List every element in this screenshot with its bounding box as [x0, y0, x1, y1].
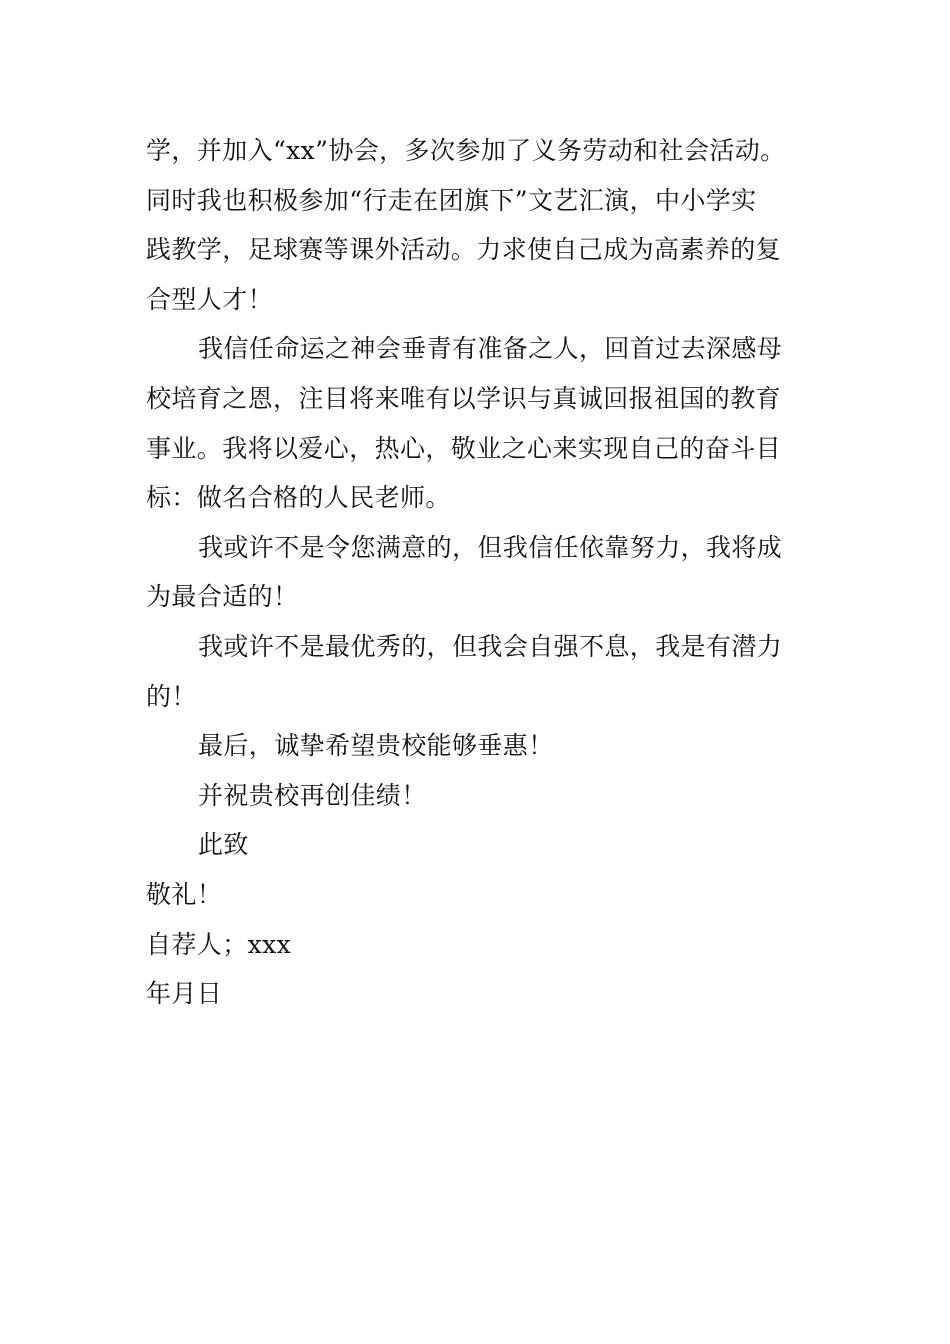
regards-line: 敬礼！ — [146, 879, 223, 909]
text-line: 践教学，足球赛等课外活动。力求使自己成为高素养的复 — [146, 235, 782, 265]
text-line: 学，并加入“xx”协会，多次参加了义务劳动和社会活动。 — [146, 136, 786, 165]
text-line: 事业。我将以爱心，热心，敬业之心来实现自己的奋斗目 — [146, 433, 782, 463]
date-line: 年月日 — [146, 979, 223, 1009]
signature-line: 自荐人；xxx — [146, 929, 292, 959]
paragraph-start-line: 我或许不是最优秀的，但我会自强不息，我是有潜力 — [198, 631, 783, 661]
text-line: 为最合适的！ — [146, 582, 299, 612]
text-line: 同时我也积极参加“行走在团旗下”文艺汇演，中小学实 — [146, 185, 757, 215]
salutation-line: 此致 — [198, 830, 249, 860]
paragraph-start-line: 我信任命运之神会垂青有准备之人，回首过去深感母 — [198, 334, 783, 364]
letter-body — [146, 126, 846, 1019]
text-line: 合型人才！ — [146, 284, 274, 314]
text-line: 校培育之恩，注目将来唯有以学识与真诚回报祖国的教育 — [146, 383, 782, 413]
paragraph-start-line: 我或许不是令您满意的，但我信任依靠努力，我将成 — [198, 532, 783, 562]
closing-blessing-line: 并祝贵校再创佳绩！ — [198, 780, 427, 810]
text-line: 的！ — [146, 681, 197, 711]
text-line: 标：做名合格的人民老师。 — [146, 483, 451, 513]
closing-wish-line: 最后，诚挚希望贵校能够垂惠！ — [198, 731, 554, 761]
